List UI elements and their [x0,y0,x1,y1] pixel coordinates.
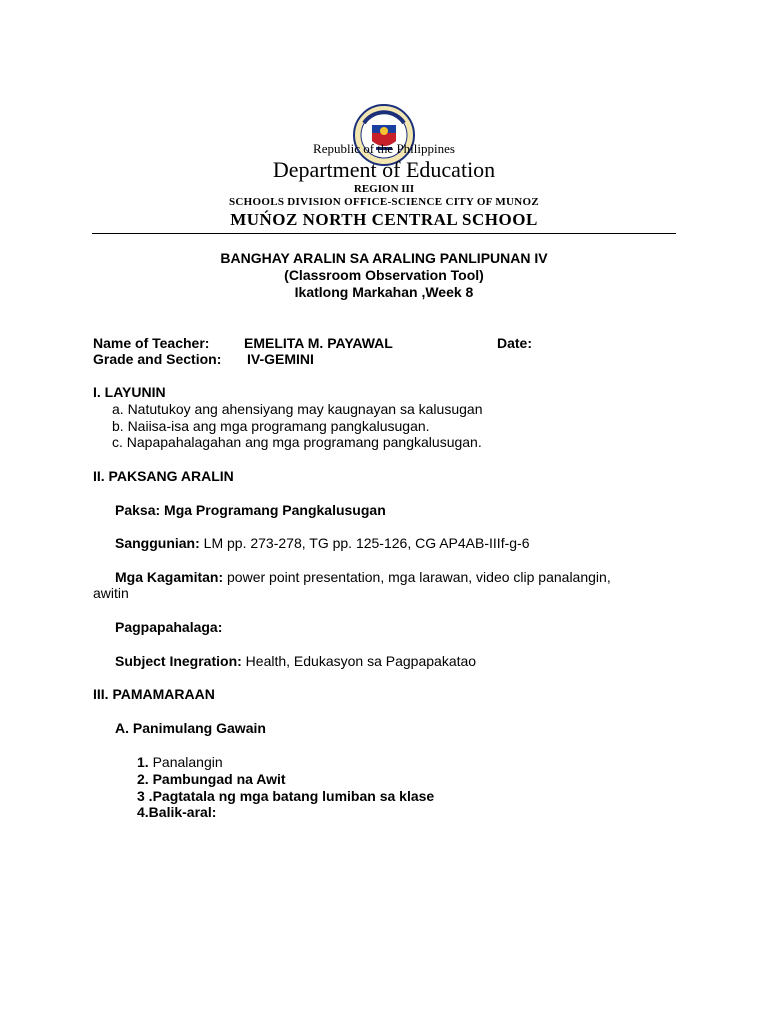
layunin-item: c. Napapahalagahan ang mga programang pangkalusugan. [112,434,482,450]
step-1-number: 1. [137,754,149,770]
kagamitan-label: Mga Kagamitan: [115,569,224,585]
sanggunian-line [115,535,529,552]
paksa-line: Paksa: Mga Programang Pangkalusugan [115,502,386,518]
header-divider [92,233,676,234]
integration-label: Subject Inegration: [115,653,242,669]
sanggunian-label: Sanggunian: [115,535,200,551]
grade-value: IV-GEMINI [247,351,314,367]
panimulang-gawain-heading: A. Panimulang Gawain [115,720,266,736]
layunin-heading: I. LAYUNIN [93,384,166,400]
teacher-value: EMELITA M. PAYAWAL [244,335,393,351]
sanggunian-value: LM pp. 273-278, TG pp. 125-126, CG AP4AB-IIIf-g-6 [199,535,530,551]
layunin-item: a. Natutukoy ang ahensiyang may kaugnayan sa kalusugan [112,401,483,417]
school-name: MUŃOZ NORTH CENTRAL SCHOOL [230,210,538,229]
teacher-label: Name of Teacher: [93,335,210,351]
integration-value: Health, Edukasyon sa Pagpapakatao [241,653,477,669]
layunin-item: b. Naiisa-isa ang mga programang pangkalusugan. [112,418,430,434]
kagamitan-line [115,569,611,586]
integration-line [115,653,476,670]
step-2: 2. Pambungad na Awit [137,771,286,787]
republic-line: Republic of the Philippines [313,141,455,156]
step-1-text: Panalangin [148,754,223,770]
kagamitan-value: power point presentation, mga larawan, video clip panalangin, [223,569,611,585]
kagamitan-continued: awitin [93,585,129,601]
date-label: Date: [497,335,533,351]
step-3: 3 .Pagtatala ng mga batang lumiban sa klase [137,788,435,804]
region-line: REGION III [353,183,415,195]
paksang-aralin-heading: II. PAKSANG ARALIN [93,468,234,484]
grade-label: Grade and Section: [93,351,222,367]
division-line: SCHOOLS DIVISION OFFICE-SCIENCE CITY OF MUNOZ [228,196,540,208]
department-title: Department of Education [272,157,496,182]
lesson-quarter: Ikatlong Markahan ,Week 8 [294,284,474,300]
pamamaraan-heading: III. PAMAMARAAN [93,686,215,702]
step-1 [137,754,223,771]
lesson-title: BANGHAY ARALIN SA ARALING PANLIPUNAN IV [220,250,548,266]
lesson-subtitle: (Classroom Observation Tool) [284,267,484,283]
pagpapahalaga-label: Pagpapahalaga: [115,619,223,635]
step-4: 4.Balik-aral: [137,804,217,820]
